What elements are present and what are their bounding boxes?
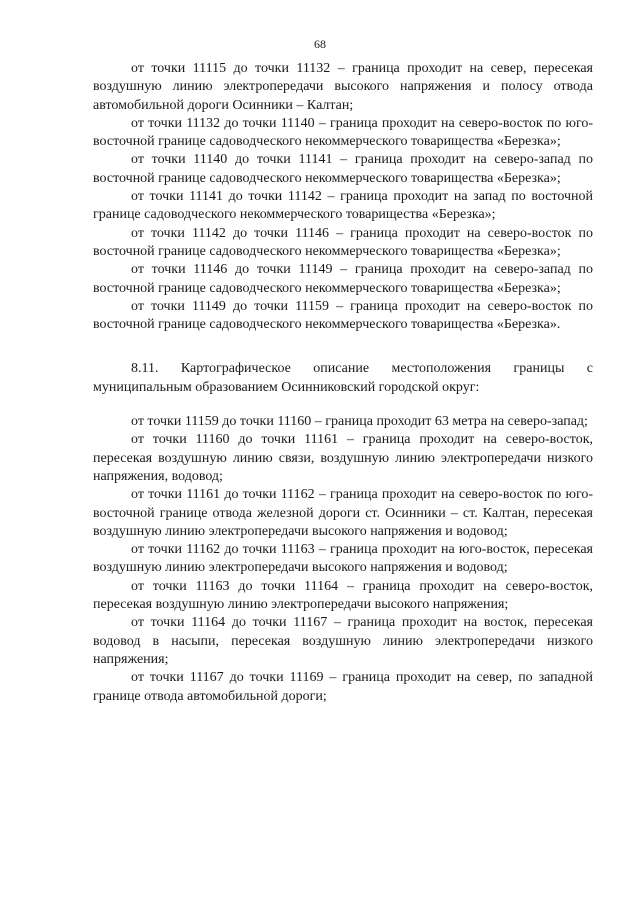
section-spacer: [93, 334, 593, 360]
paragraph: от точки 11159 до точки 11160 – граница проходит 63 метра на северо-запад;: [131, 414, 588, 430]
paragraph: от точки 11164 до точки 11167 – граница проходит на восток, пересекая водовод в насыпи, пересекая воздушную линию электропередачи низкого напряжения;: [93, 615, 593, 667]
paragraph: от точки 11161 до точки 11162 – граница проходит на северо-восток по юго-восточной границе отвода железной дороги ст. Осинники – ст. Калтан, пересекая воздушную линию электропередачи высокого напряжения и водовод;: [93, 487, 593, 539]
paragraph: от точки 11149 до точки 11159 – граница проходит на северо-восток по восточной границе садоводческого некоммерческого товарищества «Березка».: [93, 298, 593, 333]
paragraph: от точки 11132 до точки 11140 – граница проходит на северо-восток по юго-восточной границе садоводческого некоммерческого товарищества «Березка»;: [93, 115, 593, 150]
document-body: [93, 60, 593, 706]
paragraph: от точки 11140 до точки 11141 – граница проходит на северо-запад по восточной границе садоводческого некоммерческого товарищества «Березка»;: [93, 152, 593, 186]
paragraph: от точки 11146 до точки 11149 – граница проходит на северо-запад по восточной границе садоводческого некоммерческого товарищества «Березка»;: [93, 262, 593, 296]
paragraph: от точки 11167 до точки 11169 – граница проходит на север, по западной границе отвода автомобильной дороги;: [93, 670, 593, 704]
paragraph: от точки 11160 до точки 11161 – граница проходит на северо-восток, пересекая воздушную линию связи, воздушную линию электропередачи низкого напряжения, водовод;: [93, 432, 593, 484]
section-spacer: [93, 397, 593, 413]
paragraph: от точки 11115 до точки 11132 – граница проходит на север, пересекая воздушную линию электропередачи высокого напряжения и полосу отвода автомобильной дороги Осинники – Калтан;: [93, 61, 593, 113]
page-number: 68: [314, 37, 326, 51]
section-heading: 8.11. Картографическое описание местоположения границы с муниципальным образованием Осинниковский городской округ:: [93, 361, 593, 395]
paragraph: от точки 11163 до точки 11164 – граница проходит на северо-восток, пересекая воздушную линию электропередачи высокого напряжения;: [93, 578, 593, 613]
paragraph: от точки 11141 до точки 11142 – граница проходит на запад по восточной границе садоводческого некоммерческого товарищества «Березка»;: [93, 189, 593, 223]
paragraph: от точки 11162 до точки 11163 – граница проходит на юго-восток, пересекая воздушную линию электропередачи высокого напряжения и водовод;: [93, 542, 593, 576]
paragraph: от точки 11142 до точки 11146 – граница проходит на северо-восток по восточной границе садоводческого некоммерческого товарищества «Березка»;: [93, 225, 593, 259]
